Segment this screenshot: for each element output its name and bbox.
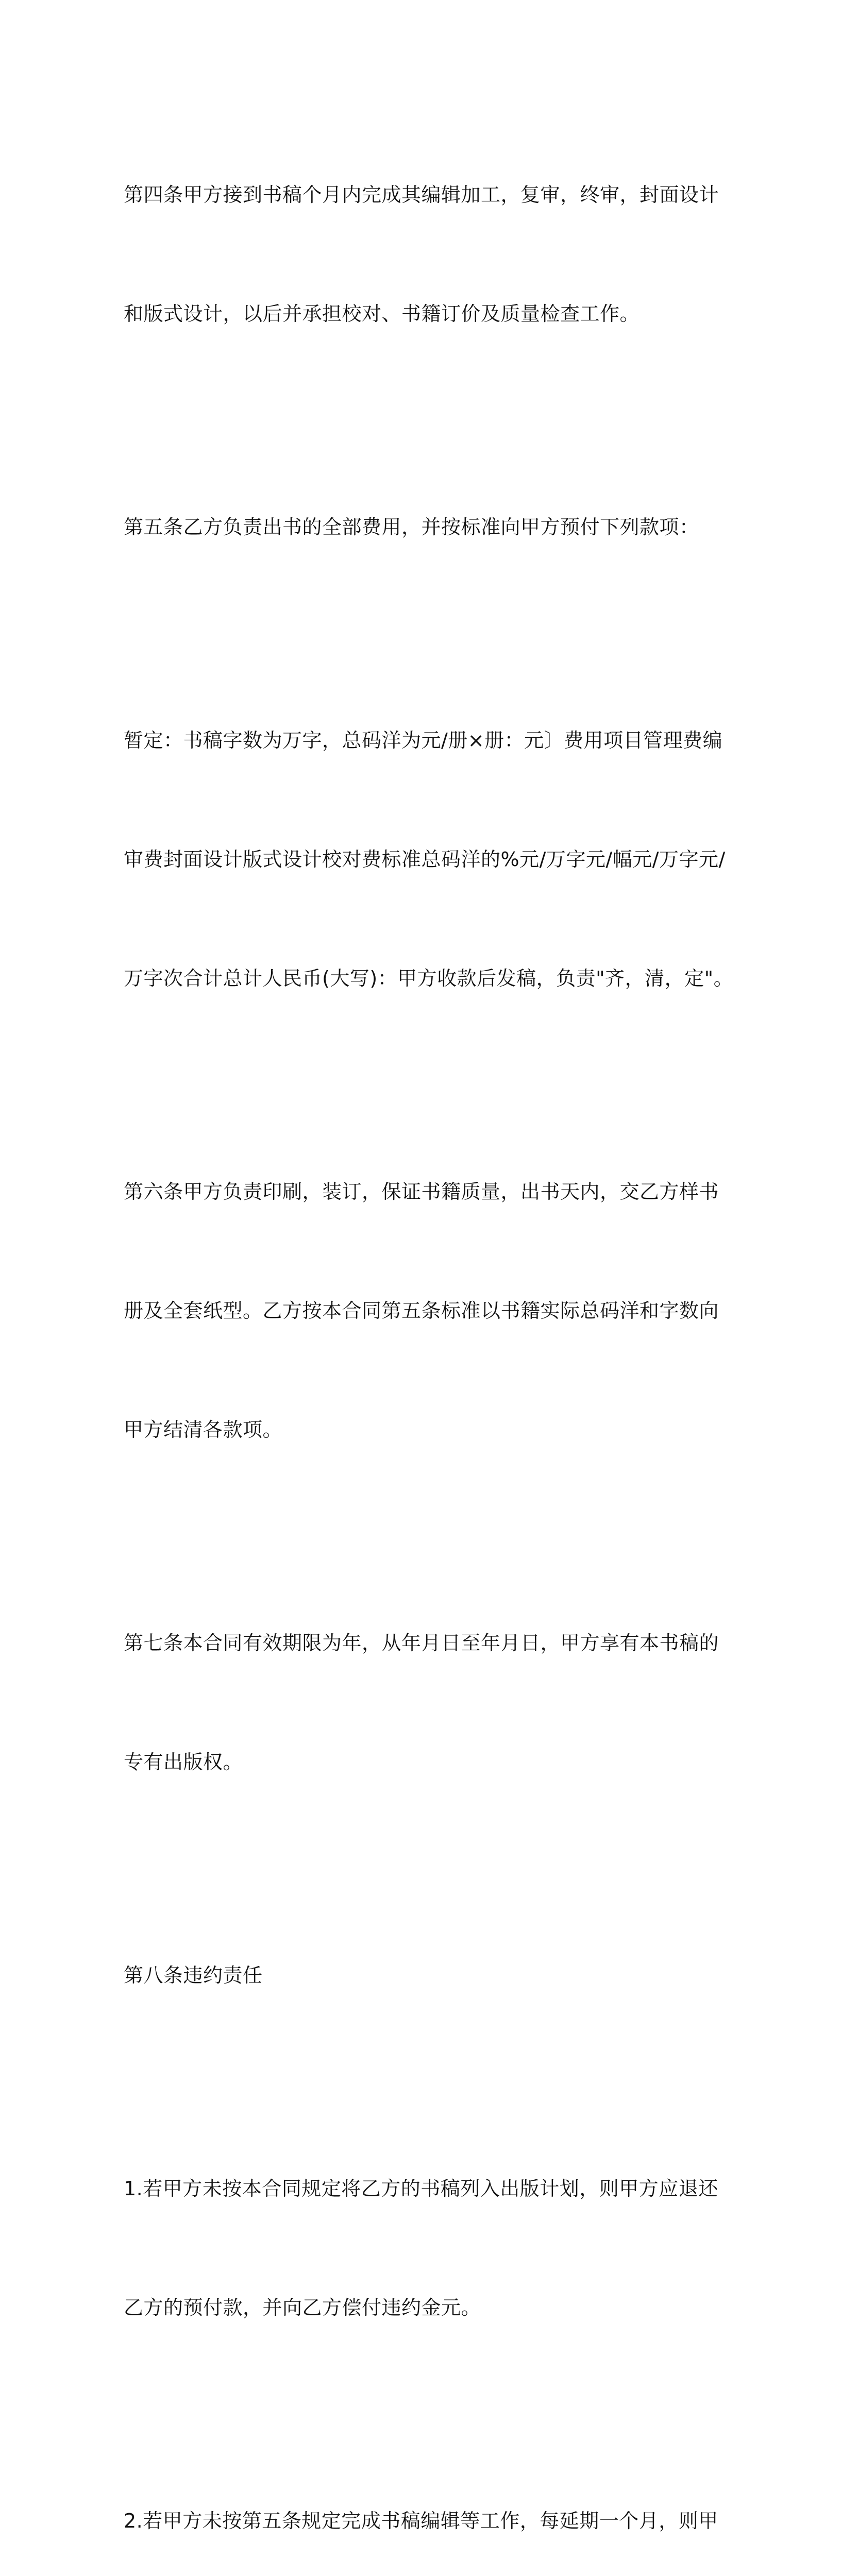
text-line: 第七条本合同有效期限为年，从年月日至年月日，甲方享有本书稿的 bbox=[124, 1632, 719, 1654]
text-line: 册及全套纸型。乙方按本合同第五条标准以书籍实际总码洋和字数向 bbox=[124, 1299, 719, 1322]
article-6-paragraph bbox=[124, 1093, 719, 1529]
breach-clause-2 bbox=[124, 2422, 718, 2576]
text-line: 第六条甲方负责印刷，装订，保证书籍质量，出书天内，交乙方样书 bbox=[124, 1180, 719, 1203]
paragraph-gap bbox=[124, 1529, 706, 1544]
article-8-heading bbox=[124, 1876, 706, 2075]
article-7-paragraph bbox=[124, 1544, 719, 1861]
text-line: 甲方结清各款项。 bbox=[124, 1418, 283, 1441]
text-line: 2.若甲方未按第五条规定完成书稿编辑等工作，每延期一个月，则甲 bbox=[124, 2510, 718, 2532]
breach-clause-1 bbox=[124, 2090, 718, 2407]
text-line: 和版式设计，以后并承担校对、书籍订价及质量检查工作。 bbox=[124, 302, 640, 325]
paragraph-gap bbox=[124, 1078, 706, 1093]
article-4-paragraph bbox=[124, 96, 719, 413]
paragraph-gap bbox=[124, 2075, 706, 2090]
paragraph-gap bbox=[124, 626, 706, 641]
text-line: 第八条违约责任 bbox=[124, 1964, 263, 1987]
text-line: 乙方的预付款，并向乙方偿付违约金元。 bbox=[124, 2296, 481, 2319]
text-line: 暂定：书稿字数为万字，总码洋为元/册×册：元〕费用项目管理费编 bbox=[124, 729, 723, 752]
text-line: 审费封面设计版式设计校对费标准总码洋的%元/万字元/幅元/万字元/ bbox=[124, 848, 726, 871]
text-line: 专有出版权。 bbox=[124, 1751, 243, 1773]
article-5-paragraph bbox=[124, 428, 706, 626]
paragraph-gap bbox=[124, 2407, 706, 2422]
fee-details-paragraph bbox=[124, 641, 734, 1078]
text-line: 万字次合计总计人民币(大写)：甲方收款后发稿，负责"齐，清，定"。 bbox=[124, 967, 734, 990]
text-line: 第四条甲方接到书稿个月内完成其编辑加工，复审，终审，封面设计 bbox=[124, 183, 719, 206]
paragraph-gap bbox=[124, 413, 706, 428]
text-line: 第五条乙方负责出书的全部费用，并按标准向甲方预付下列款项： bbox=[124, 516, 699, 538]
paragraph-gap bbox=[124, 1861, 706, 1876]
document-page bbox=[124, 96, 734, 2576]
text-line: 1.若甲方未按本合同规定将乙方的书稿列入出版计划，则甲方应退还 bbox=[124, 2177, 718, 2200]
